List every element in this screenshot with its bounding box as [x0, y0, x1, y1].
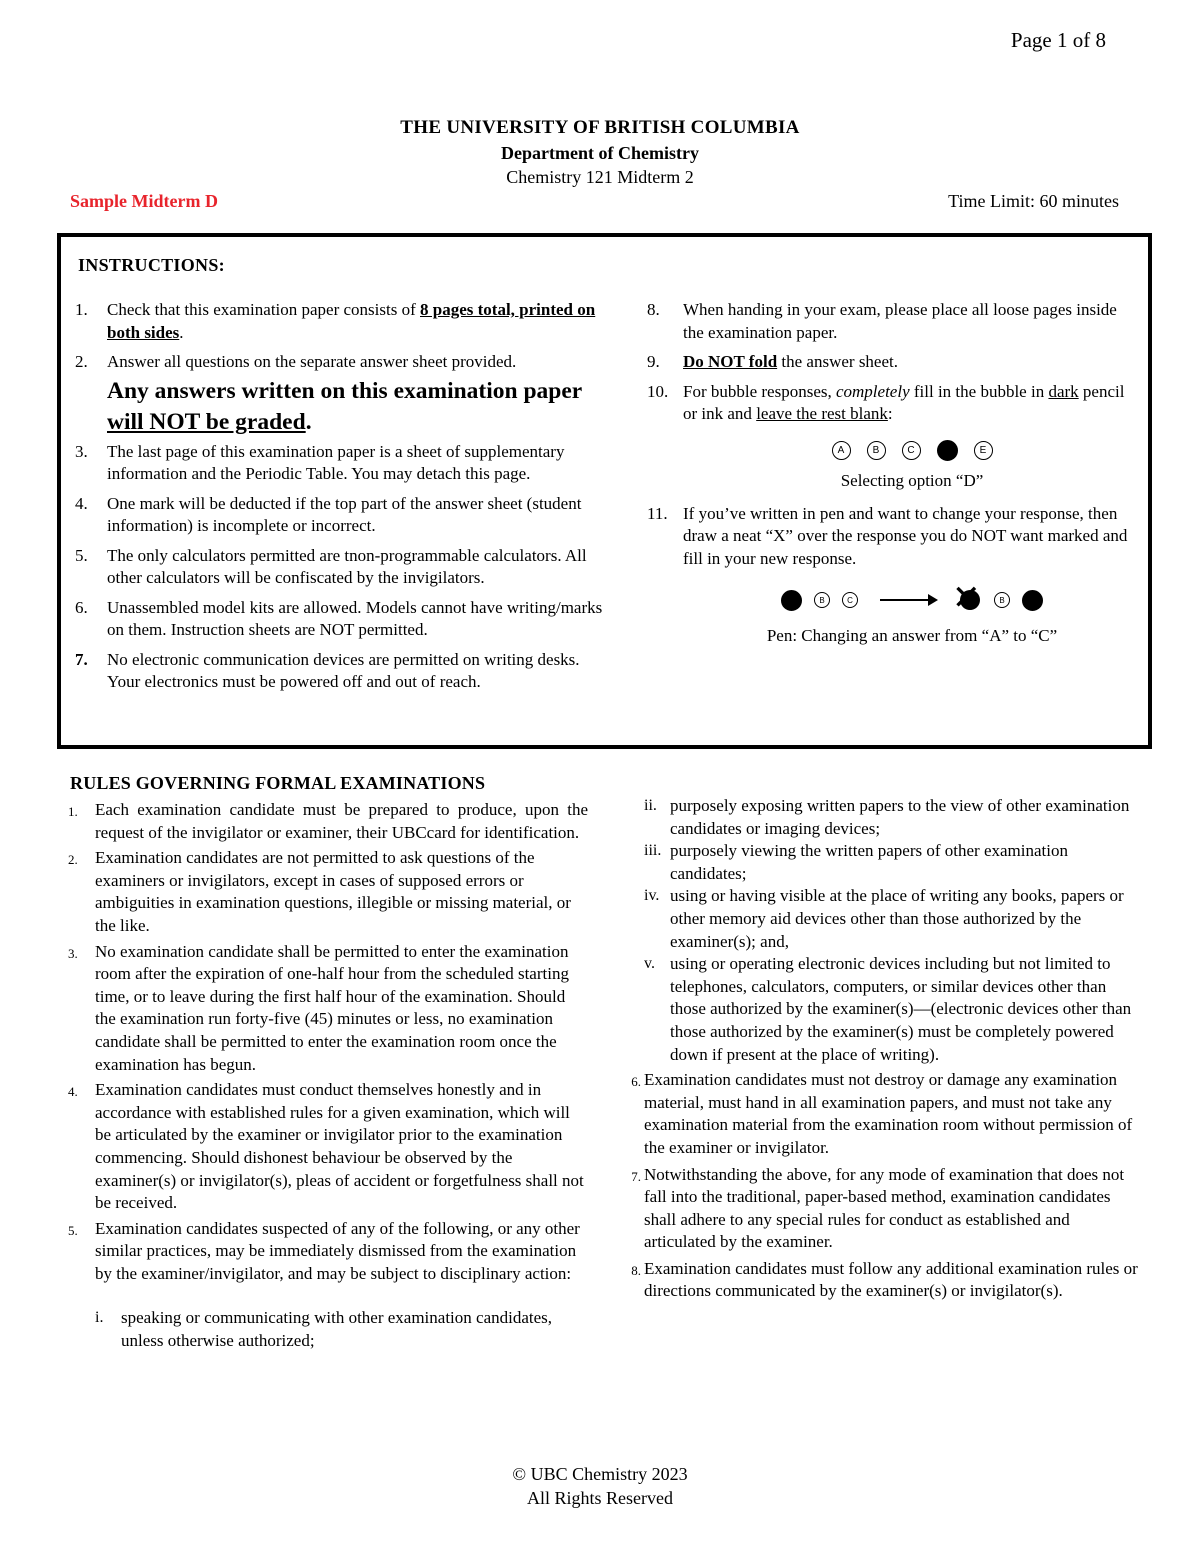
footer-rights: All Rights Reserved: [527, 1488, 673, 1508]
time-limit: Time Limit: 60 minutes: [948, 191, 1119, 211]
rule-text: Examination candidates must not destroy or damage any examination material, must hand in all examination papers, and must not take any examination material from the examination room without permission of the examiner or invigilator.: [644, 1070, 1133, 1157]
university-title: THE UNIVERSITY OF BRITISH COLUMBIA: [400, 117, 800, 138]
rule-number: 6.: [631, 1074, 641, 1090]
footer-copyright: © UBC Chemistry 2023: [512, 1464, 688, 1484]
pen-caption: Pen: Changing an answer from “A” to “C”: [766, 626, 1058, 645]
subitem-text: using or operating electronic devices including but not limited to telephones, calculators, computers, or similar devices other than those authorized by the examiner(s)—(electronic devices other than those authorized by the examiner(s) must be completely powered down if present at the place of writing).: [670, 954, 1132, 1064]
item-underline: dark: [1048, 381, 1079, 401]
subitem-text: purposely exposing written papers to the view of other examination candidates or imaging devices;: [670, 796, 1130, 838]
instruction-item-5: [75, 545, 615, 590]
rule-item-3: [68, 941, 588, 1077]
item-underline: leave the rest blank: [756, 404, 888, 423]
item-text: The only calculators permitted are tnon-programmable calculators. All other calculators will be confiscated by the invigilators.: [107, 545, 587, 587]
rule-number: 7.: [631, 1168, 641, 1184]
item-text: One mark will be deducted if the top part of the answer sheet (student information) is incomplete or incorrect.: [107, 493, 582, 535]
item-text: The last page of this examination paper is a sheet of supplementary information and the Periodic Table. You may detach this page.: [107, 441, 565, 483]
instruction-item-3: [75, 441, 615, 486]
bubble-option-e: E: [974, 441, 993, 460]
item-italic: completely: [835, 381, 910, 401]
arrow-right-icon: [880, 599, 936, 601]
bubble-a-filled: [781, 590, 802, 611]
bubble-c-filled: [1022, 590, 1043, 611]
bubble-option-b: B: [814, 592, 830, 608]
rule-item-4: [68, 1079, 588, 1215]
instruction-item-8: [647, 299, 1137, 344]
item-number: 2.: [75, 352, 88, 371]
item-text: When handing in your exam, please place all loose pages inside the examination paper.: [683, 300, 1117, 342]
item-text: Unassembled model kits are allowed. Models cannot have writing/marks on them. Instruction sheets are NOT permitted.: [107, 597, 603, 639]
instruction-item-1: [75, 299, 615, 344]
rule-text: Each examination candidate must be prepared to produce, upon the request of the invigilator or examiner, their UBCcard for identification.: [95, 800, 588, 842]
bubble-option-b: B: [867, 441, 886, 460]
item-number: 10.: [647, 381, 669, 401]
bubble-option-a: A: [832, 441, 851, 460]
subitem-number: iii.: [644, 842, 662, 860]
rule-subitem-ii: [620, 795, 1140, 840]
item-text: pencil or ink and: [683, 381, 1125, 423]
item-emphasis: Do NOT fold: [683, 352, 778, 371]
rule-number: 5.: [68, 1222, 78, 1238]
subitem-number: iv.: [644, 887, 660, 905]
item-text: No electronic communication devices are permitted on writing desks. Your electronics must be powered off and out of reach.: [107, 649, 580, 691]
instruction-item-9: [647, 351, 1137, 374]
rule-item-6: [620, 1069, 1140, 1159]
rule-text: Examination candidates must conduct themselves honestly and in accordance with established rules for a given examination, which will be articulated by the examiner or invigilator prior to the examination commencing. Should dishonest behaviour be observed by the examiner(s) or invigilator(s), pleas of accident or forgetfulness shall not be received.: [95, 1080, 584, 1213]
item-number: 7.: [75, 649, 88, 669]
instruction-item-10: [647, 381, 1137, 426]
x-mark-icon: ✕: [952, 578, 981, 618]
rule-number: 4.: [68, 1084, 78, 1100]
rule-item-1: [68, 799, 588, 844]
course-title: Chemistry 121 Midterm 2: [506, 167, 694, 187]
instructions-right-column: [647, 299, 1137, 658]
instructions-box: [57, 233, 1152, 749]
item-emphasis: 8 pages total, printed on both sides: [107, 300, 596, 342]
bubble-option-d-filled: [937, 440, 958, 461]
item-text: Answer all questions on the separate answer sheet provided.: [107, 352, 517, 371]
instruction-item-4: [75, 493, 615, 538]
rule-text: Examination candidates suspected of any of the following, or any other similar practices, may be immediately dismissed from the examination by the examiner/invigilator, and may be subject to disciplinary action:: [95, 1218, 580, 1283]
graded-warning: [107, 376, 615, 438]
item-number: 6.: [75, 597, 88, 617]
subitem-text: speaking or communicating with other examination candidates, unless otherwise authorized;: [121, 1308, 553, 1351]
bubble-caption: Selecting option “D”: [840, 470, 984, 490]
warning-emphasis: will NOT be graded: [107, 408, 306, 435]
instruction-item-7: [75, 649, 615, 694]
rule-item-8: [620, 1258, 1140, 1303]
subitem-number: i.: [95, 1309, 104, 1327]
item-number: 3.: [75, 441, 88, 461]
bubble-example: [687, 440, 1137, 461]
subitem-text: using or having visible at the place of writing any books, papers or other memory aid devices other than those authorized by the examiner(s); and,: [670, 886, 1124, 951]
item-text: the answer sheet.: [777, 352, 898, 371]
item-number: 11.: [647, 503, 668, 523]
page-number: Page 1 of 8: [1010, 28, 1106, 52]
sample-label: Sample Midterm D: [70, 191, 218, 211]
rule-number: 2.: [68, 852, 78, 868]
item-number: 4.: [75, 493, 88, 513]
department-title: Department of Chemistry: [501, 143, 699, 163]
item-punct: .: [179, 322, 184, 342]
rule-subitem-iv: [620, 885, 1140, 953]
instruction-item-2: [75, 351, 615, 438]
item-text: If you’ve written in pen and want to change your response, then draw a neat “X” over the response you do NOT want marked and fill in your new response.: [683, 503, 1128, 568]
item-text: For bubble responses,: [683, 381, 836, 401]
subitem-number: ii.: [644, 797, 657, 814]
rule-text: No examination candidate shall be permitted to enter the examination room after the expiration of one-half hour from the scheduled starting time, or to leave during the first half hour of the examination. Should the examination run forty-five (45) minutes or less, no examination candidate shall be permitted to enter the examination room once the examination has begun.: [95, 941, 569, 1074]
rule-text: Examination candidates must follow any additional examination rules or directions communicated by the examiner(s) or invigilator(s).: [644, 1258, 1138, 1301]
subitem-text: purposely viewing the written papers of other examination candidates;: [670, 841, 1068, 883]
rule-number: 1.: [68, 804, 78, 819]
rule-item-7: [620, 1164, 1140, 1254]
rule-number: 3.: [68, 945, 78, 961]
pen-change-example: [687, 578, 1137, 618]
subitem-number: v.: [644, 955, 655, 973]
bubble-option-c: C: [902, 441, 921, 460]
rule-number: 8.: [631, 1262, 641, 1278]
bubble-a-crossed-out: [952, 578, 982, 618]
warning-text: Any answers written on this examination paper: [107, 377, 582, 404]
rule-item-2: [68, 847, 588, 937]
rules-right-column: [620, 795, 1140, 1307]
instruction-item-11: [647, 503, 1137, 571]
rule-text: Notwithstanding the above, for any mode of examination that does not fall into the traditional, paper-based method, examination candidates shall adhere to any special rules for conduct as established and articulated by the examiner.: [644, 1164, 1125, 1252]
instruction-item-6: [75, 597, 615, 642]
warning-punct: .: [305, 408, 312, 435]
item-text: fill in the bubble in: [909, 381, 1049, 401]
item-number: 5.: [75, 545, 88, 565]
instructions-left-column: [75, 299, 615, 701]
instructions-heading: INSTRUCTIONS:: [78, 255, 225, 275]
item-number: 1.: [75, 300, 88, 319]
item-number: 8.: [647, 300, 660, 319]
item-number: 9.: [647, 352, 660, 371]
bubble-option-b: B: [994, 592, 1010, 608]
rule-subitem-v: [620, 953, 1140, 1066]
rule-subitem-iii: [620, 840, 1140, 885]
rules-left-column: [68, 799, 588, 1353]
item-punct: :: [887, 404, 893, 423]
rule-text: Examination candidates are not permitted to ask questions of the examiners or invigilators, except in cases of supposed errors or ambiguities in examination questions, illegible or missing material, or the like.: [95, 848, 571, 935]
item-text: Check that this examination paper consists of: [107, 300, 421, 319]
rule-item-5: [68, 1218, 588, 1286]
bubble-option-c: C: [842, 592, 858, 608]
rule-subitem-i: [68, 1307, 588, 1352]
rules-heading: RULES GOVERNING FORMAL EXAMINATIONS: [70, 773, 486, 793]
